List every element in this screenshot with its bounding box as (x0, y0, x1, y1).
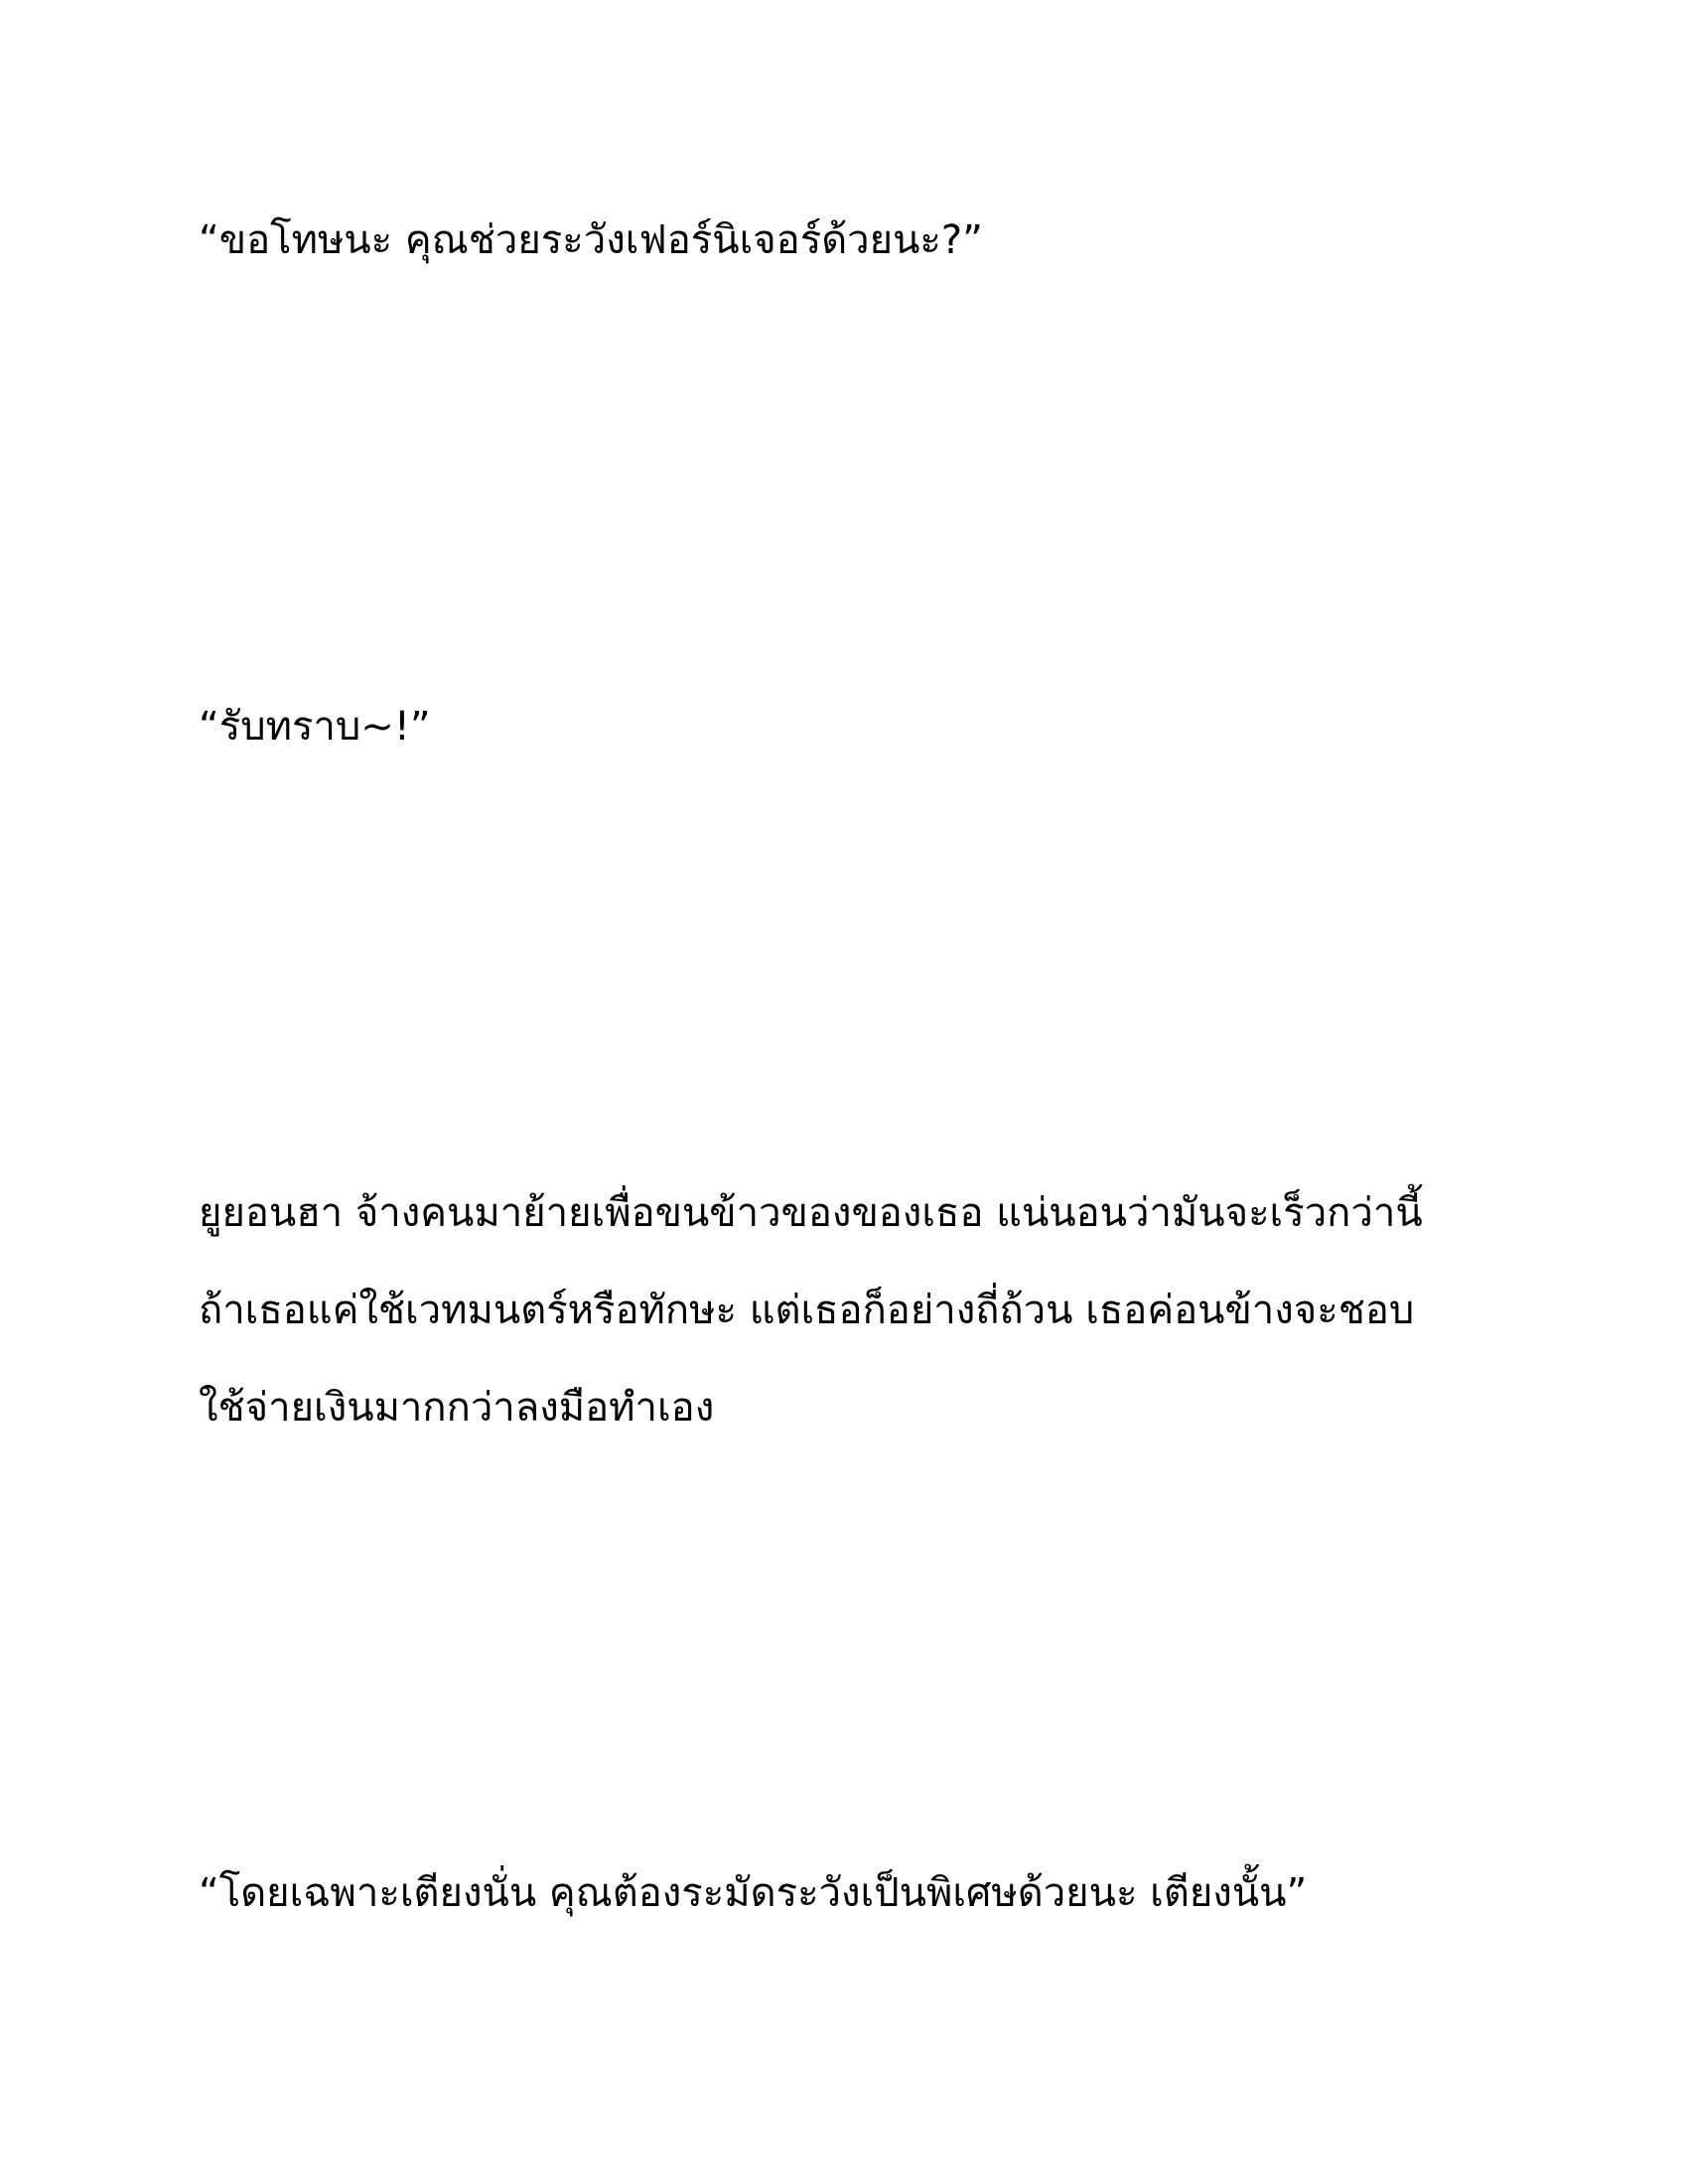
paragraph-narration (199, 1164, 1489, 1456)
paragraph-dialogue-acknowledge (199, 678, 1489, 775)
text-line: ยูยอนฮา จ้างคนมาย้ายเพื่อขนข้าวของของเธอ แน่นอนว่ามันจะเร็วกว่านี้ (199, 1190, 1423, 1236)
paragraph-dialogue-apology (199, 192, 1489, 289)
text-line: “รับทราบ~!” (199, 704, 431, 750)
text-line: ใช้จ่ายเงินมากกว่าลงมือทำเอง (199, 1385, 715, 1431)
text-line: “ขอโทษนะ คุณช่วยระวังเฟอร์นิเจอร์ด้วยนะ?” (199, 217, 983, 263)
text-line: ถ้าเธอแค่ใช้เวทมนตร์หรือทักษะ แต่เธอก็อย่างถี่ถ้วน เธอค่อนข้างจะชอบ (199, 1288, 1415, 1333)
text-line: “โดยเฉพาะเตียงนั่น คุณต้องระมัดระวังเป็นพิเศษด้วยนะ เตียงนั้น” (199, 1870, 1308, 1916)
paragraph-dialogue-bed (199, 1844, 1489, 1942)
